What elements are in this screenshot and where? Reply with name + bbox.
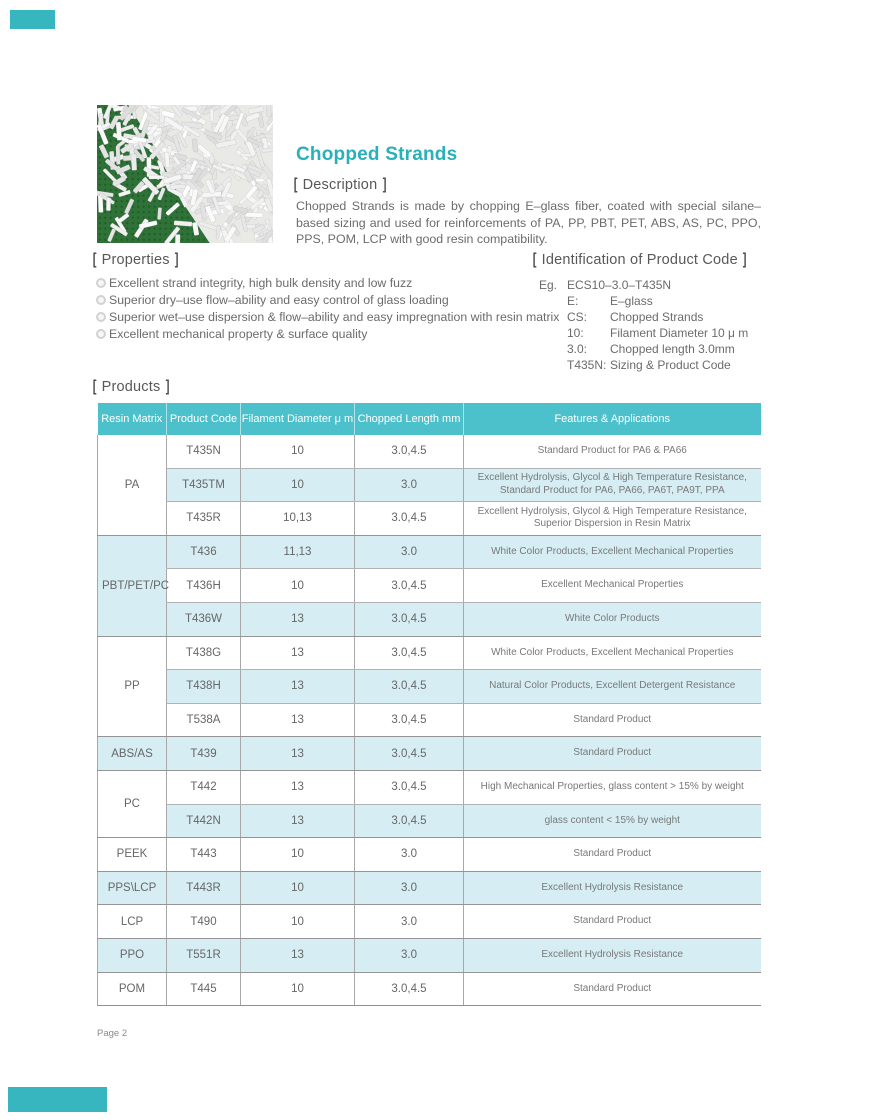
code-breakdown-row — [567, 325, 748, 341]
cell-filament-diameter: 13 — [241, 737, 355, 771]
column-header: Chopped Length mm — [355, 403, 464, 435]
bracket-right-icon: ] — [382, 176, 387, 193]
cell-features: High Mechanical Properties, glass content > 15% by weight — [464, 770, 761, 804]
cell-features: White Color Products — [464, 602, 761, 636]
code-key: E: — [567, 294, 579, 308]
bullet-icon — [96, 295, 106, 305]
bracket-left-icon: [ — [293, 176, 298, 193]
property-item-label: Superior dry–use flow–ability and easy control of glass loading — [109, 292, 449, 307]
cell-product-code: T439 — [167, 737, 241, 771]
description-heading-label: Description — [302, 177, 378, 193]
table-row — [98, 670, 761, 704]
cell-resin-matrix: POM — [98, 972, 167, 1006]
cell-resin-matrix: LCP — [98, 905, 167, 939]
cell-filament-diameter: 13 — [241, 804, 355, 838]
table-row — [98, 972, 761, 1006]
property-item-label: Superior wet–use dispersion & flow–ability and easy impregnation with resin matrix — [109, 309, 560, 324]
cell-chopped-length: 3.0 — [355, 871, 464, 905]
table-row — [98, 804, 761, 838]
bracket-right-icon: ] — [742, 251, 747, 268]
cell-chopped-length: 3.0 — [355, 468, 464, 502]
bracket-right-icon: ] — [165, 378, 170, 395]
cell-chopped-length: 3.0,4.5 — [355, 737, 464, 771]
code-breakdown-row — [567, 341, 748, 357]
code-value: Filament Diameter 10 μ m — [610, 326, 749, 340]
table-row — [98, 602, 761, 636]
property-item — [96, 291, 536, 308]
cell-product-code: T490 — [167, 905, 241, 939]
cell-features: Standard Product — [464, 737, 761, 771]
cell-filament-diameter: 13 — [241, 938, 355, 972]
table-row — [98, 737, 761, 771]
cell-chopped-length: 3.0,4.5 — [355, 502, 464, 536]
identification-heading-label: Identification of Product Code — [541, 252, 738, 268]
cell-resin-matrix: PPO — [98, 938, 167, 972]
code-breakdown-row — [567, 293, 748, 309]
cell-filament-diameter: 10 — [241, 435, 355, 468]
cell-features: White Color Products, Excellent Mechanical Properties — [464, 535, 761, 569]
cell-filament-diameter: 10 — [241, 838, 355, 872]
cell-filament-diameter: 13 — [241, 670, 355, 704]
cell-features: Standard Product — [464, 905, 761, 939]
page-corner-mark — [10, 10, 55, 29]
products-heading — [92, 378, 170, 396]
table-row — [98, 871, 761, 905]
bracket-left-icon: [ — [532, 251, 537, 268]
table-row — [98, 435, 761, 468]
table-row — [98, 468, 761, 502]
column-header: Filament Diameter μ m — [241, 403, 355, 435]
code-key: T435N: — [567, 358, 607, 372]
cell-product-code: T538A — [167, 703, 241, 737]
table-row — [98, 770, 761, 804]
bullet-icon — [96, 278, 106, 288]
code-key: 10: — [567, 326, 584, 340]
cell-chopped-length: 3.0,4.5 — [355, 770, 464, 804]
eg-label: Eg. — [539, 278, 558, 292]
products-table-container — [97, 403, 760, 1006]
cell-product-code: T438G — [167, 636, 241, 670]
cell-chopped-length: 3.0 — [355, 938, 464, 972]
cell-chopped-length: 3.0 — [355, 838, 464, 872]
cell-filament-diameter: 13 — [241, 703, 355, 737]
cell-features: Standard Product — [464, 838, 761, 872]
cell-filament-diameter: 10 — [241, 905, 355, 939]
code-key: 3.0: — [567, 342, 588, 356]
page-footer-mark — [8, 1087, 107, 1112]
cell-product-code: T445 — [167, 972, 241, 1006]
cell-features: Standard Product for PA6 & PA66 — [464, 435, 761, 468]
properties-heading — [92, 251, 179, 269]
code-key: CS: — [567, 310, 588, 324]
bracket-left-icon: [ — [92, 251, 97, 268]
code-value: Chopped Strands — [610, 310, 704, 324]
example-code: ECS10–3.0–T435N — [567, 278, 672, 292]
code-value: E–glass — [610, 294, 653, 308]
cell-chopped-length: 3.0,4.5 — [355, 569, 464, 603]
cell-filament-diameter: 10 — [241, 569, 355, 603]
cell-resin-matrix: PC — [98, 770, 167, 837]
table-row — [98, 569, 761, 603]
bracket-right-icon: ] — [174, 251, 179, 268]
code-value: Sizing & Product Code — [610, 358, 731, 372]
cell-filament-diameter: 13 — [241, 636, 355, 670]
table-row — [98, 905, 761, 939]
identification-heading — [532, 251, 747, 269]
cell-product-code: T435R — [167, 502, 241, 536]
column-header: Product Code — [167, 403, 241, 435]
cell-features: White Color Products, Excellent Mechanical Properties — [464, 636, 761, 670]
properties-list — [96, 274, 560, 342]
cell-product-code: T436 — [167, 535, 241, 569]
cell-product-code: T442 — [167, 770, 241, 804]
products-heading-label: Products — [101, 379, 161, 395]
table-row — [98, 838, 761, 872]
column-header: Resin Matrix — [98, 403, 167, 435]
page-title: Chopped Strands — [296, 144, 458, 165]
cell-product-code: T438H — [167, 670, 241, 704]
cell-filament-diameter: 10 — [241, 972, 355, 1006]
cell-features: Standard Product — [464, 972, 761, 1006]
chopped-strands-photo — [97, 105, 273, 243]
cell-product-code: T435N — [167, 435, 241, 468]
cell-resin-matrix: PP — [98, 636, 167, 737]
cell-features: Excellent Hydrolysis, Glycol & High Temperature Resistance, Superior Dispersion in Resin Matrix — [464, 502, 761, 536]
table-row — [98, 535, 761, 569]
cell-resin-matrix: PEEK — [98, 838, 167, 872]
cell-chopped-length: 3.0,4.5 — [355, 602, 464, 636]
cell-resin-matrix: PPS\LCP — [98, 871, 167, 905]
properties-heading-label: Properties — [101, 252, 170, 268]
cell-resin-matrix: PBT/PET/PC — [98, 535, 167, 636]
property-item-label: Excellent strand integrity, high bulk density and low fuzz — [109, 275, 413, 290]
products-table — [97, 403, 761, 1006]
cell-product-code: T436H — [167, 569, 241, 603]
code-value: Chopped length 3.0mm — [610, 342, 735, 356]
cell-chopped-length: 3.0,4.5 — [355, 636, 464, 670]
table-body — [98, 435, 761, 1006]
cell-product-code: T443 — [167, 838, 241, 872]
property-item — [96, 325, 536, 342]
cell-filament-diameter: 10 — [241, 468, 355, 502]
cell-features: Excellent Hydrolysis, Glycol & High Temperature Resistance, Standard Product for PA6, PA66, PA6T, PA9T, PPA — [464, 468, 761, 502]
description-heading — [293, 176, 387, 194]
cell-resin-matrix: ABS/AS — [98, 737, 167, 771]
code-breakdown-row — [567, 357, 748, 373]
cell-filament-diameter: 10,13 — [241, 502, 355, 536]
cell-filament-diameter: 13 — [241, 602, 355, 636]
example-code-line — [539, 277, 748, 293]
property-item — [96, 308, 560, 325]
cell-product-code: T435TM — [167, 468, 241, 502]
cell-features: Excellent Mechanical Properties — [464, 569, 761, 603]
cell-chopped-length: 3.0,4.5 — [355, 804, 464, 838]
table-row — [98, 502, 761, 536]
cell-chopped-length: 3.0,4.5 — [355, 435, 464, 468]
code-breakdown-row — [567, 309, 748, 325]
cell-features: Natural Color Products, Excellent Detergent Resistance — [464, 670, 761, 704]
cell-filament-diameter: 11,13 — [241, 535, 355, 569]
table-row — [98, 938, 761, 972]
code-breakdown-rows — [539, 293, 748, 373]
cell-filament-diameter: 13 — [241, 770, 355, 804]
cell-resin-matrix: PA — [98, 435, 167, 535]
bullet-icon — [96, 329, 106, 339]
table-row — [98, 636, 761, 670]
cell-chopped-length: 3.0 — [355, 535, 464, 569]
cell-chopped-length: 3.0,4.5 — [355, 972, 464, 1006]
cell-chopped-length: 3.0,4.5 — [355, 670, 464, 704]
cell-product-code: T436W — [167, 602, 241, 636]
product-code-example — [539, 277, 748, 373]
property-item-label: Excellent mechanical property & surface quality — [109, 326, 368, 341]
cell-product-code: T442N — [167, 804, 241, 838]
cell-chopped-length: 3.0,4.5 — [355, 703, 464, 737]
cell-filament-diameter: 10 — [241, 871, 355, 905]
cell-product-code: T443R — [167, 871, 241, 905]
property-item — [96, 274, 536, 291]
column-header: Features & Applications — [464, 403, 761, 435]
cell-features: Excellent Hydrolysis Resistance — [464, 938, 761, 972]
bullet-icon — [96, 312, 106, 322]
cell-features: Standard Product — [464, 703, 761, 737]
page-number: Page 2 — [97, 1028, 128, 1039]
bracket-left-icon: [ — [92, 378, 97, 395]
cell-product-code: T551R — [167, 938, 241, 972]
cell-features: glass content < 15% by weight — [464, 804, 761, 838]
cell-chopped-length: 3.0 — [355, 905, 464, 939]
table-row — [98, 703, 761, 737]
cell-features: Excellent Hydrolysis Resistance — [464, 871, 761, 905]
description-paragraph: Chopped Strands is made by chopping E–glass fiber, coated with special silane–based sizing and used for reinforcements of PA, PP, PBT, PET, ABS, AS, PC, PPO, PPS, POM, LCP with good resin compatibility. — [296, 199, 761, 247]
table-header-row — [98, 403, 761, 435]
